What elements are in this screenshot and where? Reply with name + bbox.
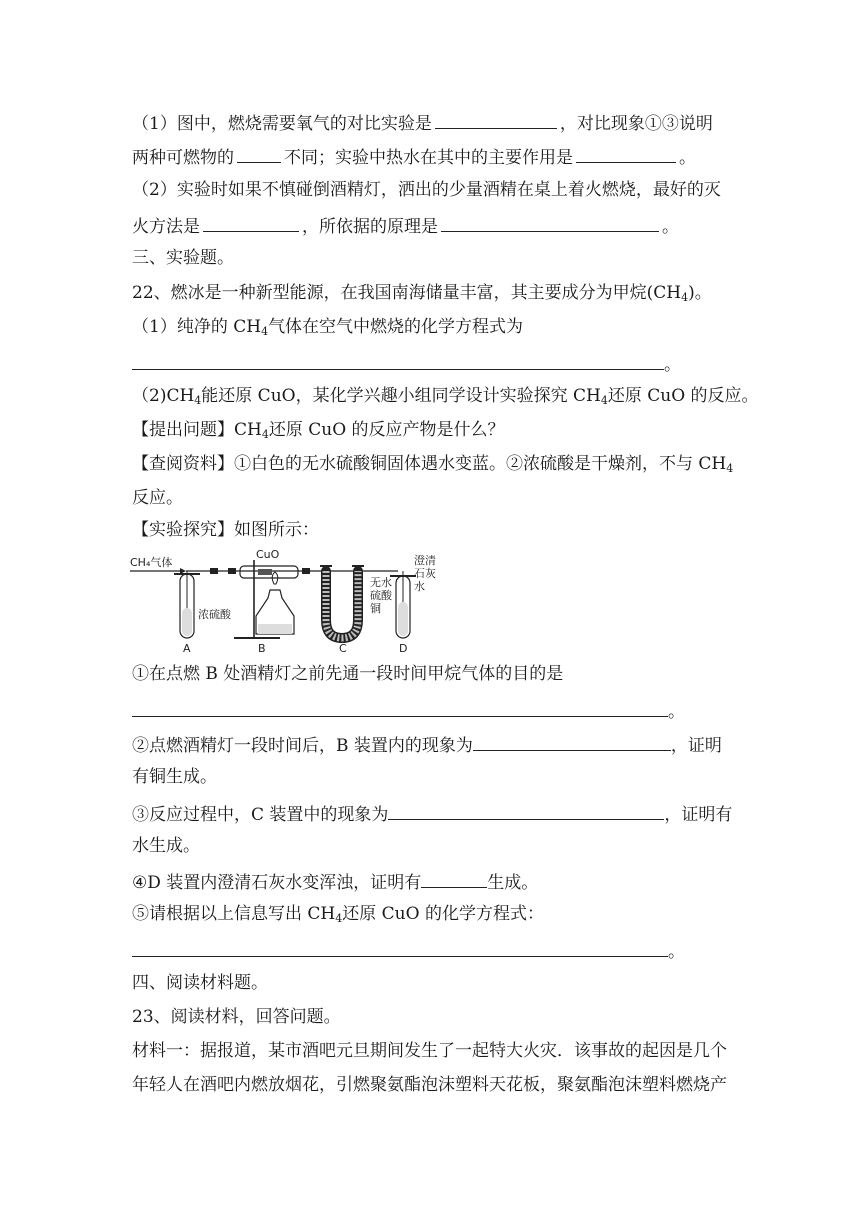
q22-info-text-b: 反应。 [132,488,183,508]
section3-title: 三、实验题。 [132,248,234,268]
q22-step4 [132,868,538,895]
answer-blank[interactable] [237,143,281,163]
q22-intro [132,281,712,305]
answer-blank[interactable] [421,868,487,888]
q22-explore-line [132,518,319,542]
punctuation: 。 [679,148,696,168]
cuso4-label-1: 无水 [370,576,392,589]
label-d: D [399,642,408,655]
cuso4-label-3: 铜 [370,602,381,615]
section4-title: 四、阅读材料题。 [132,973,268,993]
q21-p2-text-b: 火方法是 [132,217,200,237]
apparatus-c [320,566,364,638]
q22-p1-text-b: 气体在空气中燃烧的化学方程式为 [268,317,524,337]
subscript: 4 [600,394,608,407]
q22-step3-line2 [132,834,200,858]
answer-blank[interactable] [473,731,671,751]
clamp [210,568,218,574]
q21-p2-text-a: （2）实验时如果不慎碰倒酒精灯，洒出的少量酒精在桌上着火燃烧，最好的灭 [132,180,721,200]
q22-step3-text-a: ③反应过程中，C 装置中的现象为 [132,805,389,825]
q22-step2-text-b: ，证明 [670,736,722,756]
q22-step1-answer-line [132,697,685,724]
q22-step2-text-c: 有铜生成。 [132,767,217,787]
answer-blank[interactable] [132,697,668,717]
q22-p2-text-a: （2)CH [132,386,195,406]
q21-p2-line1 [132,178,721,202]
q21-p1-text-b: ，对比现象①③说明 [559,114,713,134]
gas-label: CH₄气体 [130,556,173,569]
subscript: 4 [261,428,269,441]
q23-title-text: 23、阅读材料，回答问题。 [132,1007,341,1027]
q22-p1-answer-line [132,350,681,377]
apparatus-b [234,560,298,638]
punctuation: 。 [668,702,685,722]
cuso4-label-2: 硫酸 [370,589,392,602]
q22-step2-line2 [132,765,217,789]
acid-label: 浓硫酸 [198,608,231,621]
q23-title [132,1005,341,1029]
q22-question-text-b: 还原 CuO 的反应产物是什么？ [268,420,505,440]
q22-step3-line1 [132,800,732,827]
apparatus-d [390,571,416,638]
clamp [302,568,310,574]
limewater-label-3: 水 [414,580,425,593]
label-c: C [339,642,347,655]
q23-material1-line2 [132,1073,727,1097]
q22-p1-text-a: （1）纯净的 CH [132,317,262,337]
q23-material1-text-a: 材料一：据报道，某市酒吧元旦期间发生了一起特大火灾．该事故的起因是几个 [132,1041,727,1061]
q22-question-text-a: 【提出问题】CH [132,420,262,440]
q22-step3-text-c: 水生成。 [132,836,200,856]
punctuation: 。 [668,942,685,962]
punctuation: 。 [662,217,679,237]
q22-p2-text-b: 能还原 CuO，某化学兴趣小组同学设计实验探究 CH [201,386,601,406]
q22-info-line2 [132,486,183,510]
subscript: 4 [261,325,269,338]
q22-explore-text: 【实验探究】如图所示： [132,520,319,540]
q22-info-line1 [132,452,733,476]
punctuation: 。 [664,355,681,375]
subscript: 4 [335,912,343,925]
q22-step5-text-b: 还原 CuO 的化学方程式： [342,904,544,924]
limewater-label-2: 石灰 [414,567,436,580]
apparatus-diagram [130,546,440,656]
answer-blank[interactable] [132,350,664,370]
q22-question-line [132,418,505,442]
q22-step3-text-b: ，证明有 [664,805,733,825]
q22-step4-text-a: ④D 装置内澄清石灰水变浑浊，证明有 [132,873,422,893]
q23-material1-text-b: 年轻人在酒吧内燃放烟花，引燃聚氨酯泡沫塑料天花板，聚氨酯泡沫塑料燃烧产 [132,1075,727,1095]
q21-p1-text-c: 两种可燃物的 [132,148,234,168]
answer-blank[interactable] [388,800,664,820]
q23-material1-line1 [132,1039,727,1063]
q22-intro-text-a: 22、燃冰是一种新型能源，在我国南海储量丰富，其主要成分为甲烷(CH [132,283,682,303]
q21-p1-line2 [132,143,696,170]
answer-blank[interactable] [435,109,557,129]
q22-p2-line [132,384,759,408]
section-heading-4 [132,971,268,995]
q22-step4-text-b: 生成。 [487,873,539,893]
answer-blank[interactable] [132,937,668,957]
answer-blank[interactable] [441,212,659,232]
subscript: 4 [194,394,202,407]
section-heading-3 [132,246,234,270]
q21-p2-line2 [132,212,679,239]
q22-step5 [132,902,544,926]
q22-step1-text: ①在点燃 B 处酒精灯之前先通一段时间甲烷气体的目的是 [132,664,564,684]
limewater-label-1: 澄清 [414,554,436,567]
q22-p1-line1 [132,315,523,339]
label-b: B [258,642,266,655]
q22-step1 [132,662,563,686]
clamp [228,568,236,574]
q22-p2-text-c: 还原 CuO 的反应。 [607,386,759,406]
answer-blank[interactable] [203,212,299,232]
q21-p2-text-c: ，所依据的原理是 [302,217,438,237]
apparatus-a [174,571,200,638]
answer-blank[interactable] [576,143,676,163]
subscript: 4 [681,291,689,304]
q22-step5-text-a: ⑤请根据以上信息写出 CH [132,904,336,924]
q22-intro-text-b: )。 [688,283,712,303]
q21-p1-text-d: 不同；实验中热水在其中的主要作用是 [284,148,573,168]
label-a: A [183,642,191,655]
q22-info-text-a: 【查阅资料】①白色的无水硫酸铜固体遇水变蓝。②浓硫酸是干燥剂，不与 CH [132,454,727,474]
q21-p1-line1 [132,109,713,136]
subscript: 4 [726,462,734,475]
q22-step2-text-a: ②点燃酒精灯一段时间后，B 装置内的现象为 [132,736,473,756]
q21-p1-text-a: （1）图中，燃烧需要氧气的对比实验是 [132,114,432,134]
q22-step2-line1 [132,731,722,758]
q22-step5-answer-line [132,937,685,964]
cuo-label: CuO [256,548,280,561]
